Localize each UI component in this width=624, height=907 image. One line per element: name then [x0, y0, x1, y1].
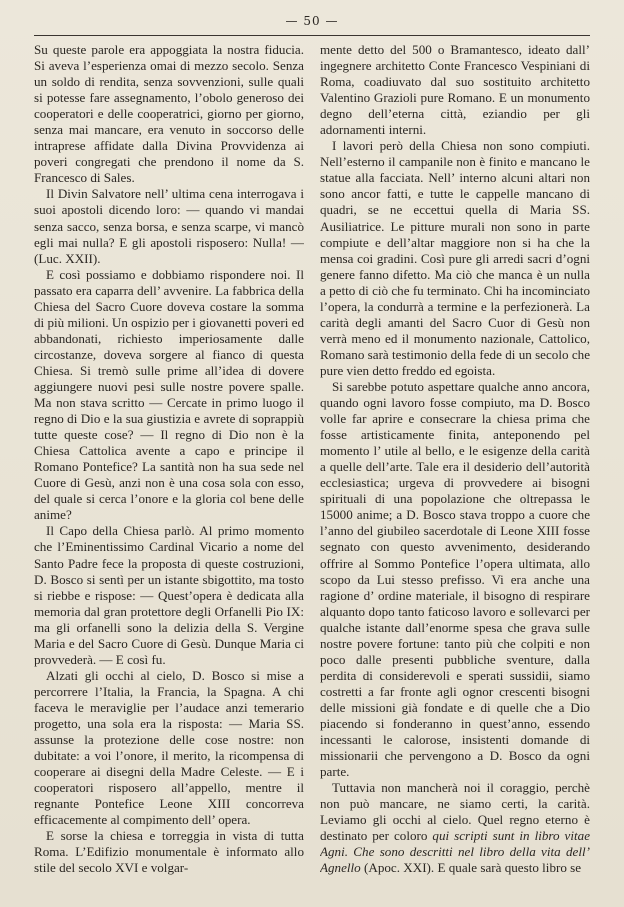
paragraph: E sorse la chiesa e torreggia in vista di tutta Roma. L’Edifizio monumentale è informato allo stile del secolo XVI e volgar-	[34, 828, 304, 876]
paragraph: Alzati gli occhi al cielo, D. Bosco si mise a percorrere l’Italia, la Francia, la Spagna. A chi faceva le meraviglie per l’audace anzi temerario progetto, una sola era la risposta: — Maria SS. assunse la protezione delle cose nostre: non dubitate: a voi l’onore, il merito, la ricompensa di cooperare ai disegni della Madre Celeste. — E i cooperatori risposero all’appello, mentre il regnante Pontefice Leone XIII concorreva efficacemente al compimento dell’ opera.	[34, 667, 304, 828]
right-column	[320, 42, 590, 898]
paragraph-last	[320, 780, 590, 876]
paragraph: Su queste parole era appoggiata la nostra fiducia. Si aveva l’esperienza omai di mezzo secolo. Senza un soldo di rendita, senza sovvenzioni, sulle quali si potesse fare assegnamento, l’obolo generoso dei cooperatori e delle cooperatrici, giorno per giorno, senza mai mancare, era venuto in soccorso delle intraprese affidate dalla Divina Provvidenza ai poveri congregati che prendono il nome da S. Francesco di Sales.	[34, 42, 304, 186]
paragraph: I lavori però della Chiesa non sono compiuti. Nell’esterno il campanile non è finito e mancano le statue alla facciata. Nell’ interno alcuni altari non sono ancor fatti, e tutte le cappelle mancano di quadri, se ne eccettui quella di Maria SS. Ausiliatrice. Le pitture murali non sono in parte compiute e dell’altar maggiore non si ha che la mensa coi gradini. Così pure gli arredi sacri d’ogni genere fanno difetto. Ma ciò che manca è un nulla a petto di ciò che fu terminato. Chi ha incominciato l’opera, la condurrà a termine e la perfezionerà. La carità degli amanti del Sacro Cuor di Gesù non verrà meno ed il monumento nazionale, Cattolico, Romano sarà testimonio della fede di un secolo che pure vien detto freddo ed egoista.	[320, 138, 590, 378]
paragraph: Il Capo della Chiesa parlò. Al primo momento che l’Eminentissimo Cardinal Vicario a nome del Santo Padre fece la proposta di queste costruzioni, D. Bosco si sentì per un istante sbigottito, ma tosto si riebbe e rispose: — Quest’opera è dedicata alla memoria dal gran protettore degli Orfanelli Pio IX: ma gli orfanelli sono la delizia della S. Vergine Maria e del Sacro Cuore di Gesù. Dunque Maria ci provvederà. — E così fu.	[34, 523, 304, 667]
paragraph: Si sarebbe potuto aspettare qualche anno ancora, quando ogni lavoro fosse compiuto, ma D. Bosco volle far aprire e consecrare la chiesa prima che fosse artisticamente finita, anteponendo pel momento l’ utile al bello, e le esigenze della carità a quelle dell’arte. Tale era il desiderio dell’autorità ecclesiastica; urgeva di provvedere ai bisogni spirituali di una popolazione che oltrepassa le 15000 anime; a D. Bosco stava troppo a cuore che l’anno del giubileo sacerdotale di Leone XIII fosse segnato con questo avvenimento, desiderando offrire al Sommo Pontefice l’opera ultimata, allo scopo da Lui stesso prefisso. Vi era anche una ragione d’ ordine materiale, il bisogno di respirare alquanto dopo tanto faticoso lavoro e sollevarci per qualche istante dall’enorme spesa che grava sulle nostre povere fortune: tanto più che colpiti e non poco dalle presenti pubbliche sventure, dalla perdita di considerevoli e sperati sussidii, siamo costretti a far fronte agli ognor crescenti bisogni delle missioni già fondate e di quelle che a Dio piacendo si fonderanno in quest’anno, essendo incessanti le calorose, insistenti domande di missionarii che pervengono a D. Bosco da ogni parte.	[320, 378, 590, 780]
page-number: — 50 —	[285, 14, 339, 28]
header-rule	[34, 35, 590, 36]
paragraph-text: (Apoc. XXI). E quale sarà questo libro se	[360, 860, 582, 876]
paragraph: mente detto del 500 o Bramantesco, ideato dall’ ingegnere architetto Conte Francesco Vespiniani di Roma, coadiuvato dal suo sostituito architetto Valentino Grazioli pure Romano. E un monumento degno dell’eterna città, eziandio per gli adornamenti interni.	[320, 42, 590, 138]
italic-quotation: qui scripti sunt in libro vitae Agni. Che sono descritti nel libro della vita dell’ Agnello	[320, 828, 590, 876]
paragraph-text: Tuttavia non mancherà noi il coraggio, perchè non può mancare, ne siamo certi, la carità. Leviamo gli occhi al cielo. Quel regno eterno è destinato per coloro	[320, 780, 590, 844]
left-column	[34, 42, 304, 898]
text-columns	[34, 42, 590, 898]
paragraph: Il Divin Salvatore nell’ ultima cena interrogava i suoi apostoli dicendo loro: — quando vi mandai senza sacco, senza borsa, e senza scarpe, vi mancò egli mai nulla? E gli apostoli risposero: Nulla! — (Luc. XXII).	[34, 186, 304, 266]
paragraph: E così possiamo e dobbiamo rispondere noi. Il passato era caparra dell’ avvenire. La fabbrica della Chiesa del Sacro Cuore doveva costare la somma di più milioni. Un ospizio per i giovanetti poveri ed abbandonati, richiesto imperiosamente dalle circostanze, doveva sorgere al fianco di questa Chiesa. Si tremò sulle prime all’idea di dovere aggiungere nuovi pesi sulle nostre povere spalle. Ma non stava scritto — Cercate in primo luogo il regno di Dio e la sua giustizia e avrete di soprappiù tutte queste cose? — Il regno di Dio non è la Chiesa Cattolica avente a capo e principe il Romano Pontefice? La santità non ha sua sede nel Cuore di Gesù, anzi non è una cosa sola con esso, del quale si cerca l’onore e la gloria col bene delle anime?	[34, 266, 304, 523]
